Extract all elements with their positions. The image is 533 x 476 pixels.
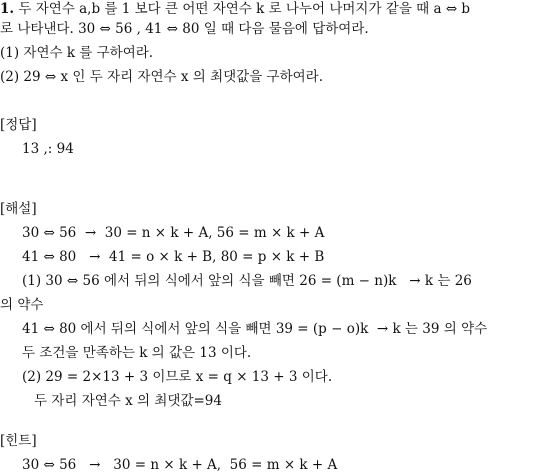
problem-line-2: 로 나타낸다. 30 ⇔ 56 , 41 ⇔ 80 일 때 다음 물음에 답하여라. (0, 21, 369, 37)
explanation-heading: [해설] (0, 201, 37, 217)
problem-number: 1. (0, 1, 15, 17)
answer-heading: [정답] (0, 117, 37, 133)
question-2: (2) 29 ⇔ x 인 두 자리 자연수 x 의 최댓값을 구하여라. (0, 69, 323, 85)
answer-text: 13 ,: 94 (22, 141, 74, 157)
explanation-line-2: 41 ⇔ 80 → 41 = o × k + B, 80 = p × k + B (22, 249, 325, 265)
problem-text-line-1: 두 자연수 a,b 를 1 보다 큰 어떤 자연수 k 로 나누어 나머지가 같을 때 a ⇔ b (18, 1, 471, 17)
explanation-line-5: 41 ⇔ 80 에서 뒤의 식에서 앞의 식을 빼면 39 = (p − o)k → k 는 39 의 약수 (22, 321, 488, 337)
problem-line-1 (0, 0, 470, 18)
hint-line: 30 ⇔ 56 → 30 = n × k + A, 56 = m × k + A (22, 457, 338, 473)
explanation-line-4: 의 약수 (0, 297, 44, 313)
explanation-line-3: (1) 30 ⇔ 56 에서 뒤의 식에서 앞의 식을 빼면 26 = (m − n)k → k 는 26 (22, 273, 472, 289)
explanation-line-7: (2) 29 = 2×13 + 3 이므로 x = q × 13 + 3 이다. (22, 369, 333, 385)
hint-heading: [힌트] (0, 433, 37, 449)
explanation-line-1: 30 ⇔ 56 → 30 = n × k + A, 56 = m × k + A (22, 225, 325, 241)
question-1: (1) 자연수 k 를 구하여라. (0, 45, 154, 61)
explanation-line-8: 두 자리 자연수 x 의 최댓값=94 (34, 393, 222, 409)
explanation-line-6: 두 조건을 만족하는 k 의 값은 13 이다. (22, 345, 252, 361)
